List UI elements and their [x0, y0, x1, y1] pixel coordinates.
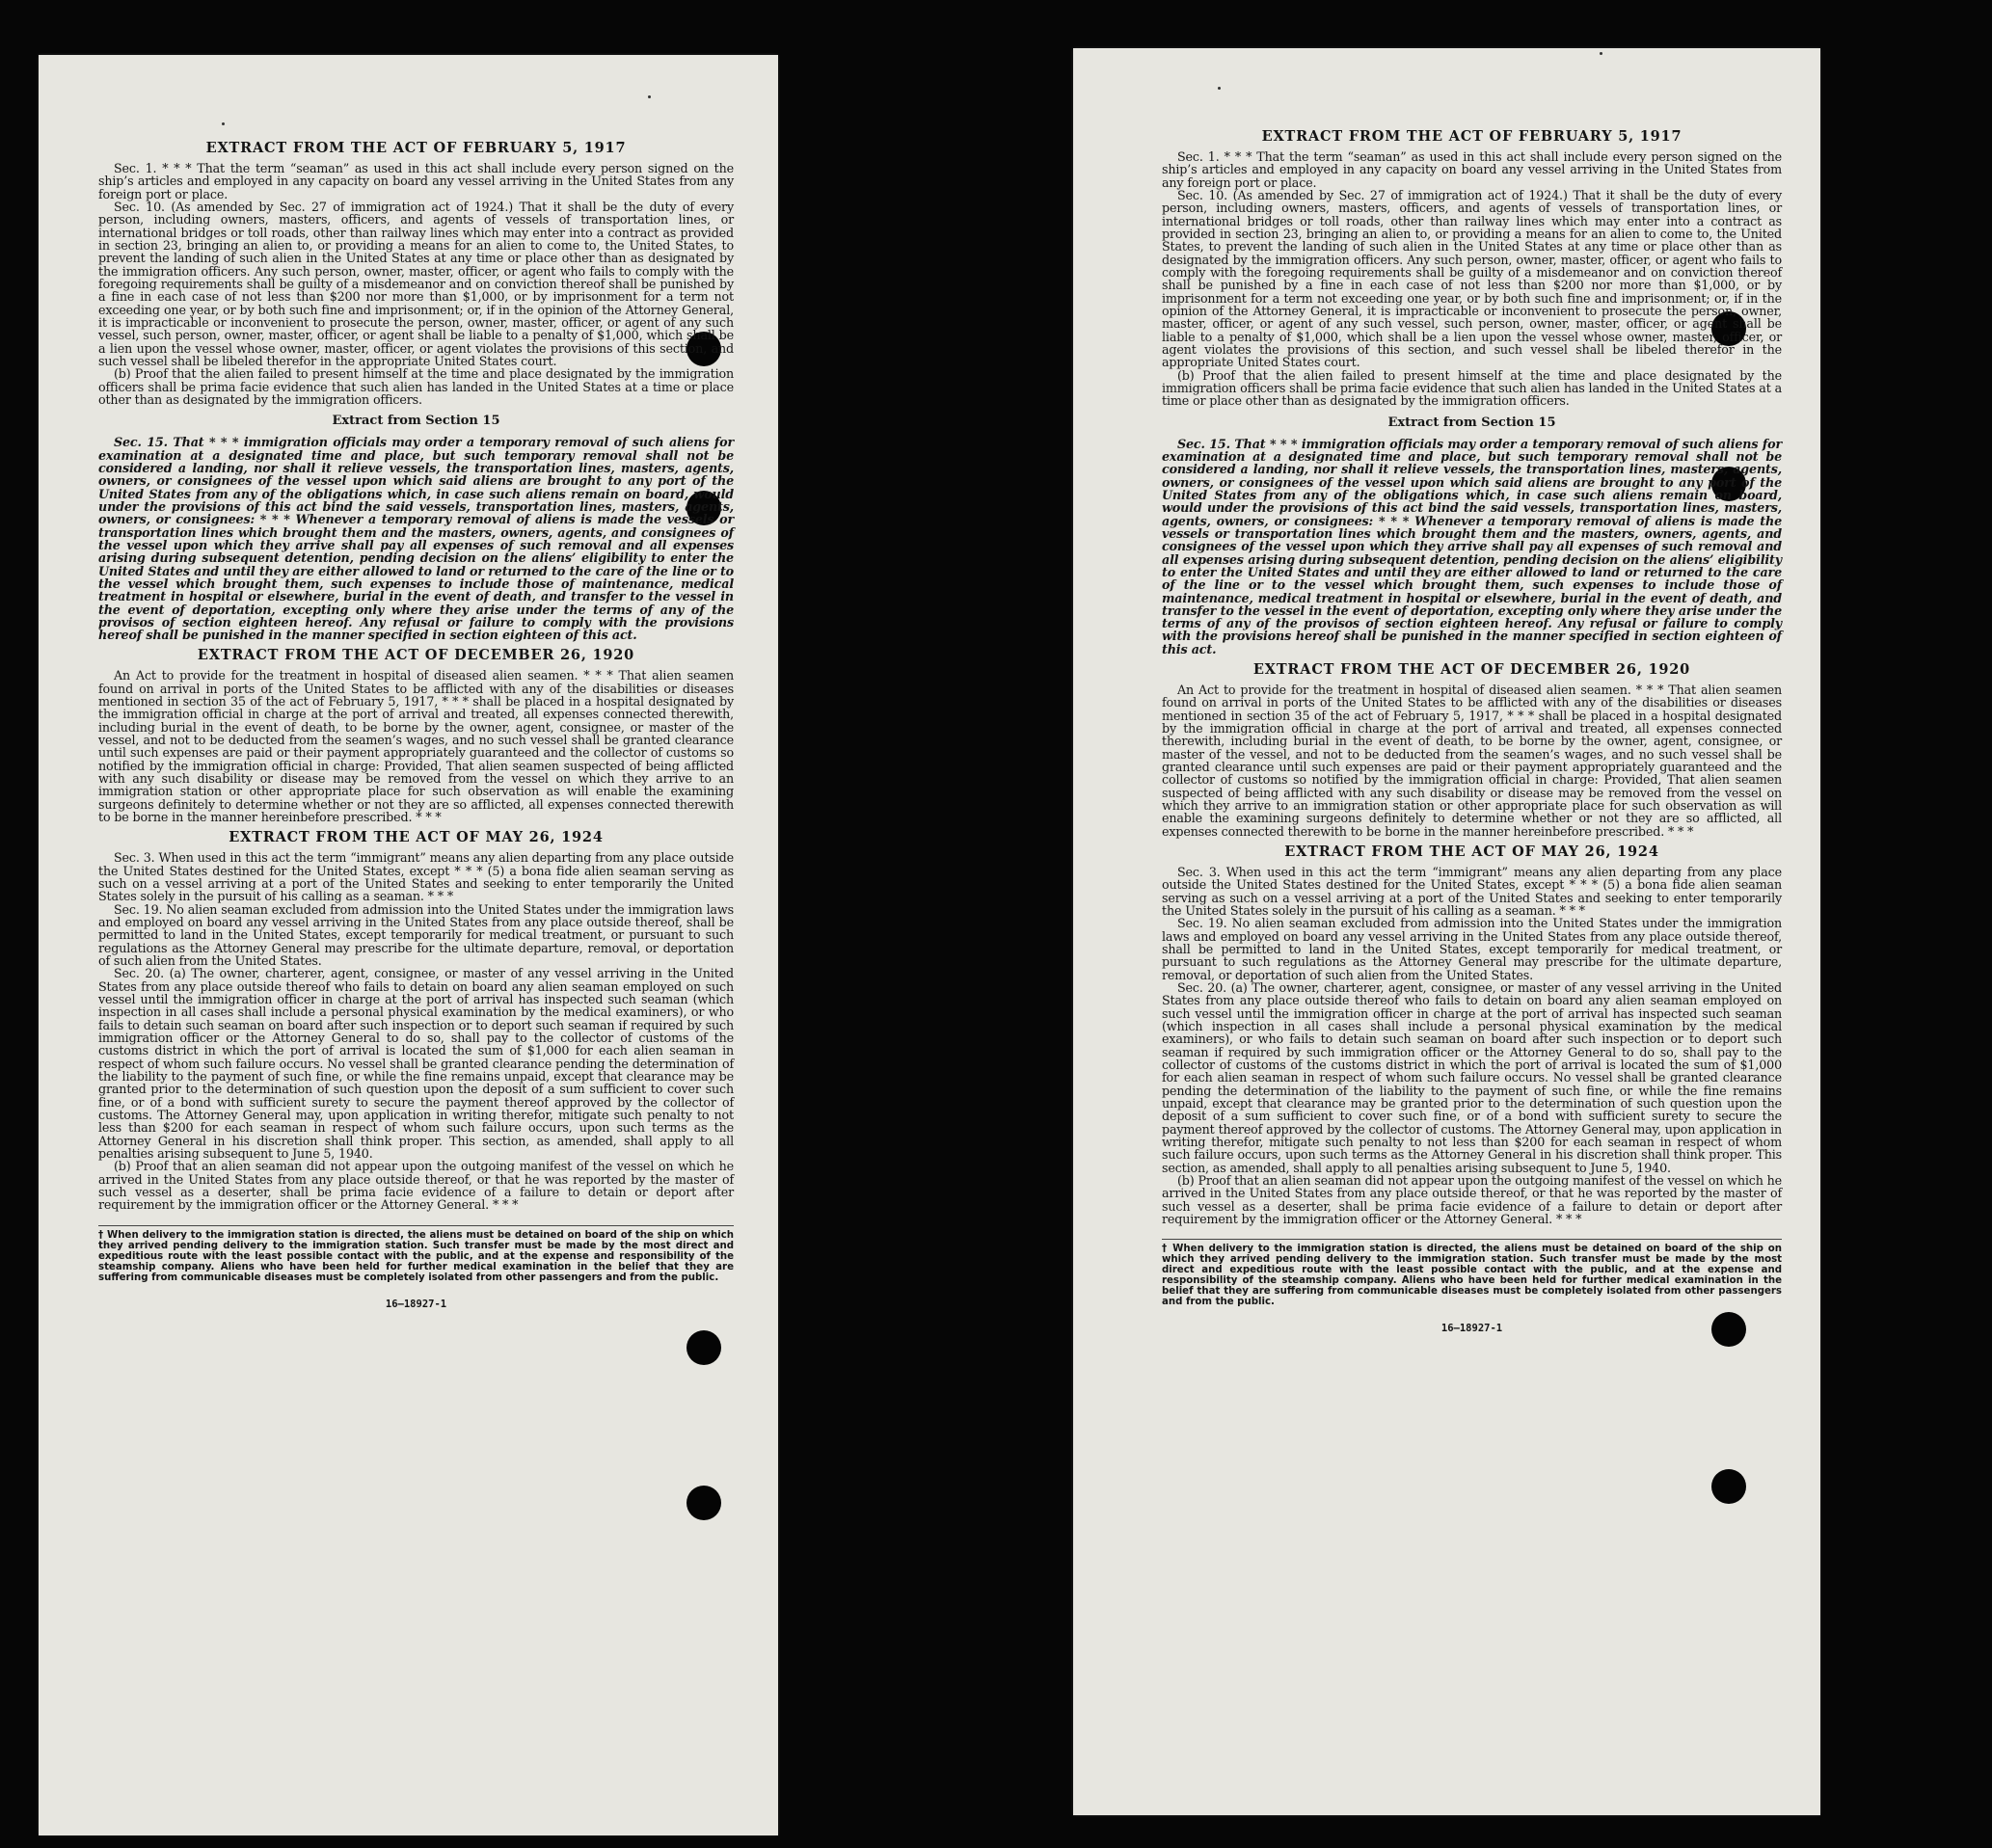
paragraph: (b) Proof that the alien failed to present himself at the time and place designated by the immigration officers shall be prima facie evidence that such alien has landed in the United States at a time or place other than as designated by the immigration officers.	[98, 366, 734, 407]
section-heading: EXTRACT FROM THE ACT OF FEBRUARY 5, 1917	[1261, 128, 1682, 145]
section-feb-1917	[98, 140, 734, 406]
paragraph: Sec. 3. When used in this act the term “immigrant” means any alien departing from any place outside the United States destined for the United States, except * * * (5) a bona fide alien seaman serving as such on a vessel arriving at a port of the United States and seeking to enter temporarily the United States solely in the pursuit of his calling as a seaman. * * *	[98, 850, 734, 904]
paragraph: Sec. 20. (a) The owner, charterer, agent, consignee, or master of any vessel arriving in the United States from any place outside thereof who fails to detain on board any alien seaman employed on such vessel until the immigration officer in charge at the port of arrival has inspected such seaman (which inspection in all cases shall include a personal physical examination by the medical examiners), or who fails to detain such seaman on board after such inspection or to deport such seaman if required by such immigration officer or the Attorney General to do so, shall pay to the collector of customs of the customs district in which the port of arrival is located the sum of $1,000 for each alien seaman in respect of whom such failure occurs. No vessel shall be granted clearance pending the determination of the liability to the payment of such fine, or while the fine remains unpaid, except that clearance may be granted prior to the determination of such question upon the deposit of a sum sufficient to cover such fine, or of a bond with sufficient surety to secure the payment thereof approved by the collector of customs. The Attorney General may, upon application in writing therefor, mitigate such penalty to not less than $200 for each seaman in respect of whom such failure occurs, upon such terms as the Attorney General in his discretion shall think proper. This section, as amended, shall apply to all penalties arising subsequent to June 5, 1940.	[98, 966, 734, 1161]
section-may-1924	[98, 829, 734, 1211]
paragraph: Sec. 20. (a) The owner, charterer, agent, consignee, or master of any vessel arriving in the United States from any place outside thereof who fails to detain on board any alien seaman employed on such vessel until the immigration officer in charge at the port of arrival has inspected such seaman (which inspection in all cases shall include a personal physical examination by the medical examiners), or who fails to detain such seaman on board after such inspection or to deport such seaman if required by such immigration officer or the Attorney General to do so, shall pay to the collector of customs of the customs district in which the port of arrival is located the sum of $1,000 for each alien seaman in respect of whom such failure occurs. No vessel shall be granted clearance pending the determination of the liability to the payment of such fine, or while the fine remains unpaid, except that clearance may be granted prior to the determination of such question upon the deposit of a sum sufficient to cover such fine, or of a bond with sufficient surety to secure the payment thereof approved by the collector of customs. The Attorney General may, upon application in writing therefor, mitigate such penalty to not less than $200 for each seaman in respect of whom such failure occurs, upon such terms as the Attorney General in his discretion shall think proper. This section, as amended, shall apply to all penalties arising subsequent to June 5, 1940.	[1162, 980, 1782, 1175]
section-15	[1162, 415, 1782, 656]
paragraph: Sec. 3. When used in this act the term “immigrant” means any alien departing from any place outside the United States destined for the United States, except * * * (5) a bona fide alien seaman serving as such on a vessel arriving at a port of the United States and seeking to enter temporarily the United States solely in the pursuit of his calling as a seaman. * * *	[1162, 865, 1782, 919]
paragraph: (b) Proof that the alien failed to present himself at the time and place designated by the immigration officers shall be prima facie evidence that such alien has landed in the United States at a time or place other than as designated by the immigration officers.	[1162, 367, 1782, 409]
paragraph: An Act to provide for the treatment in hospital of diseased alien seamen. * * * That alien seamen found on arrival in ports of the United States to be afflicted with any of the disabilities or diseases mentioned in section 35 of the act of February 5, 1917, * * * shall be placed in a hospital designated by the immigration official in charge at the port of arrival and treated, all expenses connected therewith, including burial in the event of death, to be borne by the owner, agent, consignee, or master of the vessel, and not to be deducted from the seamen’s wages, and no such vessel shall be granted clearance until such expenses are paid or their payment appropriately guaranteed and the collector of customs so notified by the immigration official in charge: Provided, That alien seamen suspected of being afflicted with any such disability or disease may be removed from the vessel on which they arrive to an immigration station or other appropriate place for such observation as will enable the examining surgeons definitely to determine whether or not they are so afflicted, all expenses connected therewith to be borne in the manner hereinbefore prescribed. * * *	[1162, 683, 1782, 839]
paragraph: Sec. 10. (As amended by Sec. 27 of immigration act of 1924.) That it shall be the duty of every person, including owners, masters, officers, and agents of vessels of transportation lines, or international bridges or toll roads, other than railway lines which may enter into a contract as provided in section 23, bringing an alien to, or providing a means for an alien to come to, the United States, to prevent the landing of such alien in the United States at any time or place other than as designated by the immigration officers. Any such person, owner, master, officer, or agent who fails to comply with the foregoing requirements shall be guilty of a misdemeanor and on conviction thereof shall be punished by a fine in each case of not less than $200 nor more than $1,000, or by imprisonment for a term not exceeding one year, or by both such fine and imprisonment; or, if in the opinion of the Attorney General, it is impracticable or inconvenient to prosecute the person, owner, master, officer, or agent of any such vessel, such person, owner, master, officer, or agent shall be liable to a penalty of $1,000, which shall be a lien upon the vessel whose owner, master, officer, or agent violates the provisions of this section, and such vessel shall be libeled therefor in the appropriate United States court.	[1162, 187, 1782, 370]
paragraph: Sec. 10. (As amended by Sec. 27 of immigration act of 1924.) That it shall be the duty of every person, including owners, masters, officers, and agents of vessels of transportation lines, or international bridges or toll roads, other than railway lines which may enter into a contract as provided in section 23, bringing an alien to, or providing a means for an alien to come to, the United States, to prevent the landing of such alien in the United States at any time or place other than as designated by the immigration officers. Any such person, owner, master, officer, or agent who fails to comply with the foregoing requirements shall be guilty of a misdemeanor and on conviction thereof shall be punished by a fine in each case of not less than $200 nor more than $1,000, or by imprisonment for a term not exceeding one year, or by both such fine and imprisonment; or, if in the opinion of the Attorney General, it is impracticable or inconvenient to prosecute the person, owner, master, officer, or agent of any such vessel, such person, owner, master, officer, or agent shall be liable to a penalty of $1,000, which shall be a lien upon the vessel whose owner, master, officer, or agent violates the provisions of this section, and such vessel shall be libeled therefor in the appropriate United States court.	[98, 199, 734, 368]
section-heading: EXTRACT FROM THE ACT OF DECEMBER 26, 1920	[1252, 661, 1691, 679]
document-page-left	[39, 55, 778, 1835]
section-15	[98, 414, 734, 641]
paragraph: (b) Proof that an alien seaman did not appear upon the outgoing manifest of the vessel on which he arrived in the United States from any place outside thereof, or that he was reported by the master of such vessel as a deserter, shall be prima facie evidence of a failure to detain or deport after requirement by the immigration officer or the Attorney General. * * *	[1162, 1172, 1782, 1226]
form-number: 16—18927-1	[385, 1298, 447, 1310]
footnote	[98, 1225, 734, 1283]
subsection-heading: Extract from Section 15	[332, 414, 500, 429]
section-dec-1920	[98, 647, 734, 823]
punch-hole	[1711, 1469, 1746, 1504]
footnote-text: † When delivery to the immigration station is directed, the aliens must be detained on board of the ship on which they arrived pending delivery to the immigration station. Such transfer must be made by the most direct and expeditious route with the least possible contact with the public, and at the expense and responsibility of the steamship company. Aliens who have been held for further medical examination in the belief that they are suffering from communicable diseases must be completely isolated from other passengers and from the public.	[98, 1229, 734, 1283]
punch-hole	[686, 1330, 721, 1365]
footnote-text: † When delivery to the immigration station is directed, the aliens must be detained on board of the ship on which they arrived pending delivery to the immigration station. Such transfer must be made by the most direct and expeditious route with the least possible contact with the public, and at the expense and responsibility of the steamship company. Aliens who have been held for further medical examination in the belief that they are suffering from communicable diseases must be completely isolated from other passengers and from the public.	[1162, 1244, 1782, 1308]
paragraph: Sec. 19. No alien seaman excluded from admission into the United States under the immigration laws and employed on board any vessel arriving in the United States from any place outside thereof, shall be permitted to land in the United States, except temporarily for medical treatment, or pursuant to such regulations as the Attorney General may prescribe for the ultimate departure, removal, or deportation of such alien from the United States.	[98, 901, 734, 969]
paragraph: Sec. 1. * * * That the term “seaman” as used in this act shall include every person signed on the ship’s articles and employed in any capacity on board any vessel arriving in the United States from any foreign port or place.	[98, 161, 734, 201]
subsection-heading: Extract from Section 15	[1387, 415, 1556, 430]
document-page-right	[1073, 48, 1820, 1815]
section-heading: EXTRACT FROM THE ACT OF MAY 26, 1924	[229, 829, 604, 846]
scan-speck	[648, 95, 651, 98]
paragraph: (b) Proof that an alien seaman did not appear upon the outgoing manifest of the vessel on which he arrived in the United States from any place outside thereof, or that he was reported by the master of such vessel as a deserter, shall be prima facie evidence of a failure to detain or deport after requirement by the immigration officer or the Attorney General. * * *	[98, 1159, 734, 1213]
section-heading: EXTRACT FROM THE ACT OF DECEMBER 26, 1920	[197, 647, 635, 664]
document-body	[98, 134, 734, 1310]
document-body	[1162, 122, 1782, 1334]
section-may-1924	[1162, 844, 1782, 1225]
scan-speck	[222, 122, 225, 125]
paragraph: An Act to provide for the treatment in hospital of diseased alien seamen. * * * That alien seamen found on arrival in ports of the United States to be afflicted with any of the disabilities or diseases mentioned in section 35 of the act of February 5, 1917, * * * shall be placed in a hospital designated by the immigration official in charge at the port of arrival and treated, all expenses connected therewith, including burial in the event of death, to be borne by the owner, agent, consignee, or master of the vessel, and not to be deducted from the seamen’s wages, and no such vessel shall be granted clearance until such expenses are paid or their payment appropriately guaranteed and the collector of customs so notified by the immigration official in charge: Provided, That alien seamen suspected of being afflicted with any such disability or disease may be removed from the vessel on which they arrive to an immigration station or other appropriate place for such observation as will enable the examining surgeons definitely to determine whether or not they are so afflicted, all expenses connected therewith to be borne in the manner hereinbefore prescribed. * * *	[98, 668, 734, 825]
paragraph: Sec. 19. No alien seaman excluded from admission into the United States under the immigration laws and employed on board any vessel arriving in the United States from any place outside thereof, shall be permitted to land in the United States, except temporarily for medical treatment, or pursuant to such regulations as the Attorney General may prescribe for the ultimate departure, removal, or deportation of such alien from the United States.	[1162, 916, 1782, 982]
punch-hole	[686, 1486, 721, 1520]
section-feb-1917	[1162, 128, 1782, 408]
scan-speck	[1218, 87, 1221, 90]
section-heading: EXTRACT FROM THE ACT OF FEBRUARY 5, 1917	[205, 140, 627, 156]
form-number: 16—18927-1	[1440, 1323, 1503, 1335]
paragraph: Sec. 1. * * * That the term “seaman” as used in this act shall include every person signed on the ship’s articles and employed in any capacity on board any vessel arriving in the United States from any foreign port or place.	[1162, 149, 1782, 190]
paragraph: Sec. 15. That * * * immigration officials may order a temporary removal of such aliens for examination at a designated time and place, but such temporary removal shall not be considered a landing, nor shall it relieve vessels, the transportation lines, masters, agents, owners, or consignees of the vessel upon which said aliens are brought to any port of the United States from any of the obligations which, in case such aliens remain on board, would under the provisions of this act bind the said vessels, transportation lines, masters, agents, owners, or consignees: * * * Whenever a temporary removal of aliens is made the vessels or transportation lines which brought them and the masters, owners, agents, and consignees of the vessel upon which they arrive shall pay all expenses of such removal and all expenses arising during subsequent detention, pending decision on the aliens’ eligibility to enter the United States and until they are either allowed to land or returned to the care of the line or to the vessel which brought them, such expenses to include those of maintenance, medical treatment in hospital or elsewhere, burial in the event of death, and transfer to the vessel in the event of deportation, excepting only where they arise under the terms of any of the provisos of section eighteen hereof. Any refusal or failure to comply with the provisions hereof shall be punished in the manner specified in section eighteen of this act.	[98, 435, 734, 643]
section-dec-1920	[1162, 661, 1782, 838]
paragraph: Sec. 15. That * * * immigration officials may order a temporary removal of such aliens for examination at a designated time and place, but such temporary removal shall not be considered a landing, nor shall it relieve vessels, the transportation lines, masters, agents, owners, or consignees of the vessel upon which said aliens are brought to any port of the United States from any of the obligations which, in case such aliens remain on board, would under the provisions of this act bind the said vessels, transportation lines, masters, agents, owners, or consignees: * * * Whenever a temporary removal of aliens is made the vessels or transportation lines which brought them and the masters, owners, agents, and consignees of the vessel upon which they arrive shall pay all expenses of such removal and all expenses arising during subsequent detention, pending decision on the aliens’ eligibility to enter the United States and until they are either allowed to land or returned to the care of the line or to the vessel which brought them, such expenses to include those of maintenance, medical treatment in hospital or elsewhere, burial in the event of death, and transfer to the vessel in the event of deportation, excepting only where they arise under the terms of any of the provisos of section eighteen hereof. Any refusal or failure to comply with the provisions hereof shall be punished in the manner specified in section eighteen of this act.	[1162, 436, 1782, 656]
footnote	[1162, 1239, 1782, 1307]
scan-speck	[1600, 52, 1602, 55]
section-heading: EXTRACT FROM THE ACT OF MAY 26, 1924	[1284, 844, 1659, 861]
